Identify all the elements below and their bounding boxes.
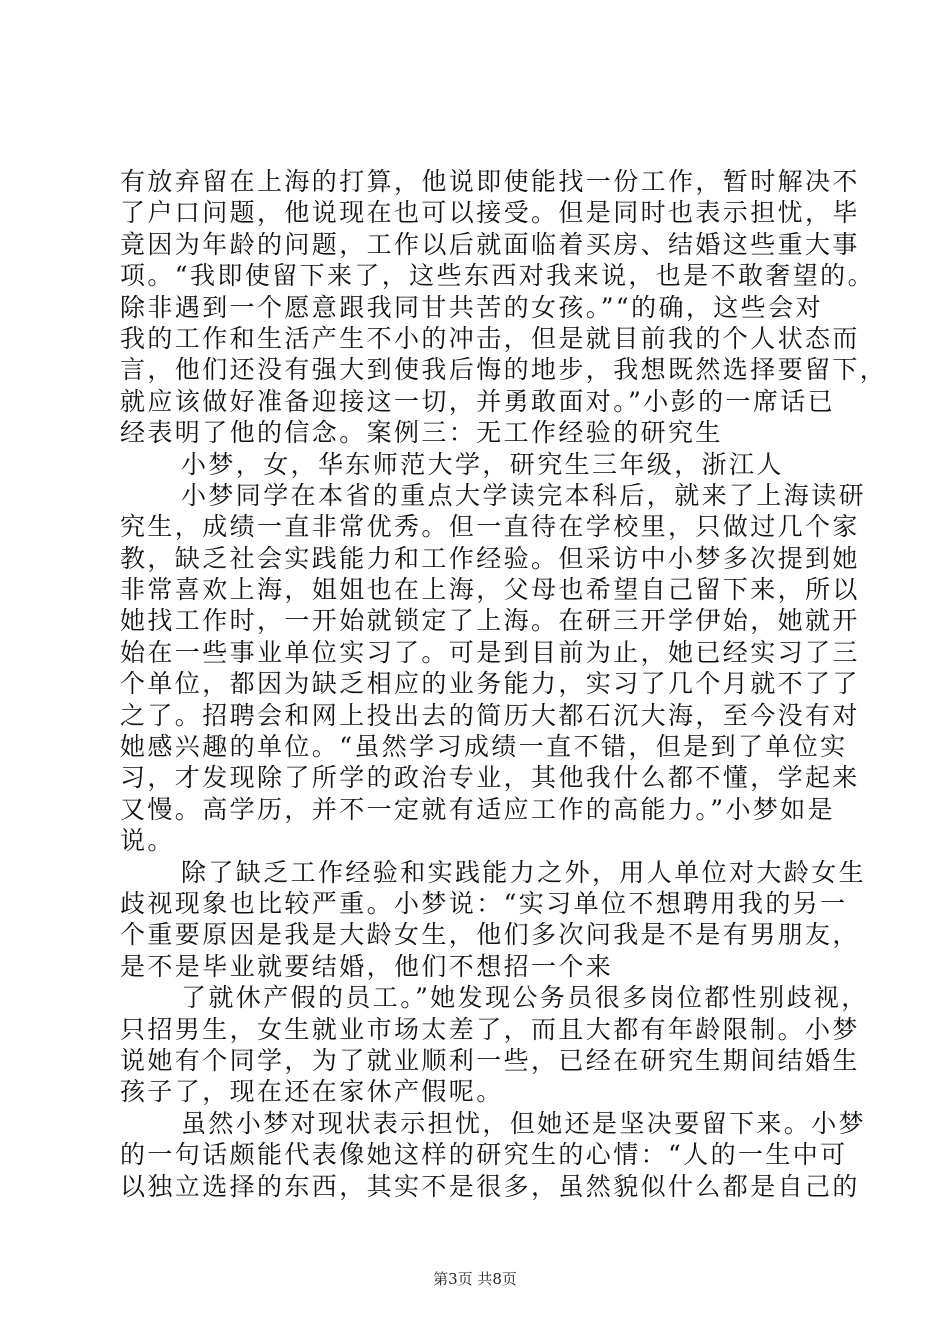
text-line: 经表明了他的信念。案例三：无工作经验的研究生: [120, 418, 723, 448]
text-line: 非常喜欢上海，姐姐也在上海，父母也希望自己留下来，所以: [120, 575, 860, 605]
text-line: 就应该做好准备迎接这一切，并勇敢面对。”小彭的一席话已: [120, 386, 836, 416]
text-line: 虽然小梦对现状表示担忧，但她还是坚决要留下来。小梦: [181, 1108, 867, 1138]
text-line: 歧视现象也比较严重。小梦说：“实习单位不想聘用我的另一: [120, 888, 848, 918]
text-line: 除了缺乏工作经验和实践能力之外，用人单位对大龄女生: [181, 857, 867, 887]
text-line: 项。“我即使留下来了，这些东西对我来说，也是不敢奢望的。: [120, 261, 875, 291]
text-line: 说她有个同学，为了就业顺利一些，已经在研究生期间结婚生: [120, 1045, 860, 1075]
text-line: 了就休产假的员工。”她发现公务员很多岗位都性别歧视，: [181, 983, 869, 1013]
text-line: 除非遇到一个愿意跟我同甘共苦的女孩。”“的确，这些会对: [120, 292, 823, 322]
text-line: 以独立选择的东西，其实不是很多，虽然貌似什么都是自己的: [120, 1171, 860, 1201]
text-line: 孩子了，现在还在家休产假呢。: [120, 1077, 504, 1107]
text-line: 又慢。高学历，并不一定就有适应工作的高能力。”小梦如是: [120, 794, 836, 824]
page-footer: 第3页 共8页: [433, 1270, 517, 1288]
text-line: 个单位，都因为缺乏相应的业务能力，实习了几个月就不了了: [120, 669, 860, 699]
text-line: 是不是毕业就要结婚，他们不想招一个来: [120, 951, 614, 981]
text-line: 她感兴趣的单位。“虽然学习成绩一直不错，但是到了单位实: [120, 732, 848, 762]
text-line: 只招男生，女生就业市场太差了，而且大都有年龄限制。小梦: [120, 1014, 860, 1044]
text-line: 习，才发现除了所学的政治专业，其他我什么都不懂，学起来: [120, 763, 860, 793]
text-line: 个重要原因是我是大龄女生，他们多次问我是不是有男朋友，: [120, 920, 860, 950]
text-line: 小梦，女，华东师范大学，研究生三年级，浙江人: [181, 449, 784, 479]
text-line: 究生，成绩一直非常优秀。但一直待在学校里，只做过几个家: [120, 512, 860, 542]
text-line: 的一句话颇能代表像她这样的研究生的心情：“人的一生中可: [120, 1140, 848, 1170]
text-line: 有放弃留在上海的打算，他说即使能找一份工作，暂时解决不: [120, 167, 860, 196]
text-line: 竟因为年龄的问题，工作以后就面临着买房、结婚这些重大事: [120, 229, 860, 259]
text-line: 说。: [120, 826, 175, 856]
text-line: 她找工作时，一开始就锁定了上海。在研三开学伊始，她就开: [120, 606, 860, 636]
text-line: 之了。招聘会和网上投出去的简历大都石沉大海，至今没有对: [120, 700, 860, 730]
text-line: 始在一些事业单位实习了。可是到目前为止，她已经实习了三: [120, 637, 860, 667]
text-line: 小梦同学在本省的重点大学读完本科后，就来了上海读研: [181, 480, 867, 510]
text-line: 教，缺乏社会实践能力和工作经验。但采访中小梦多次提到她: [120, 543, 860, 573]
text-line: 我的工作和生活产生不小的冲击，但是就目前我的个人状态而: [120, 323, 860, 353]
document-body: [120, 166, 888, 1202]
text-line: 言，他们还没有强大到使我后悔的地步，我想既然选择要留下，: [120, 355, 888, 385]
text-line: 了户口问题，他说现在也可以接受。但是同时也表示担忧，毕: [120, 198, 860, 228]
